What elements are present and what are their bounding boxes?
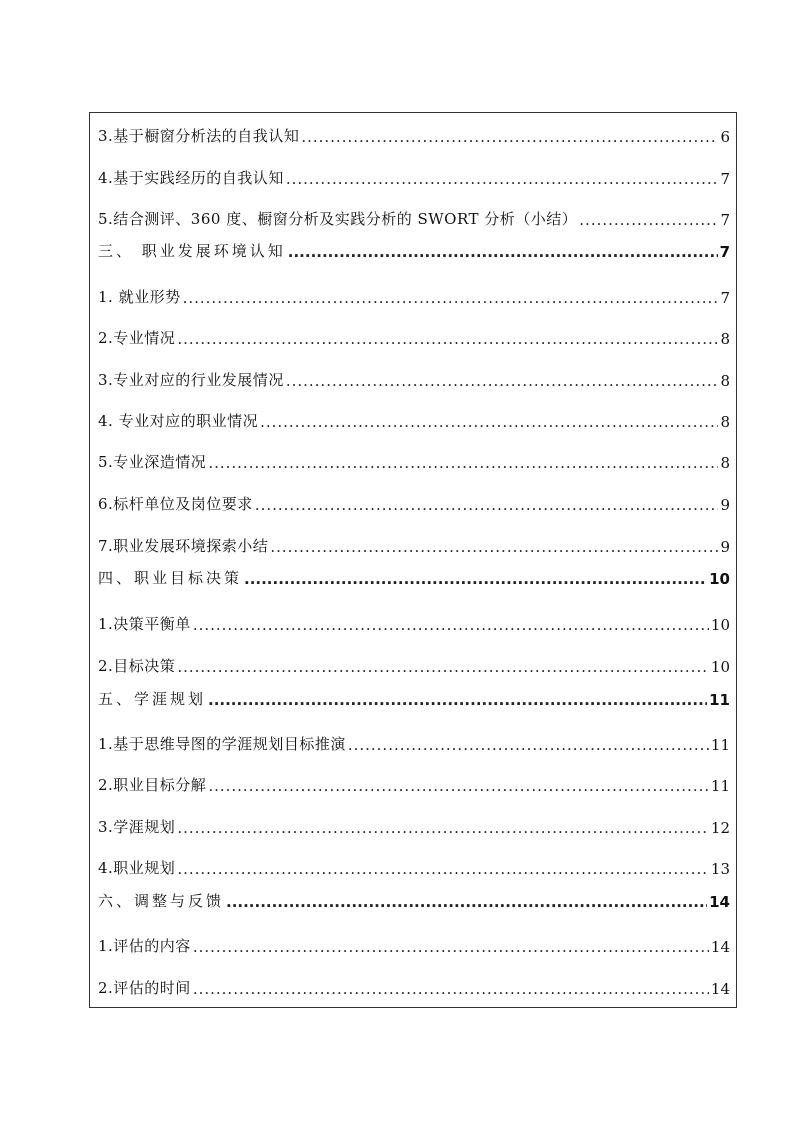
toc-leader-dots (177, 658, 709, 676)
toc-leader-dots (226, 893, 707, 911)
toc-leader-dots (193, 616, 709, 634)
toc-leader-dots (193, 980, 709, 998)
toc-leader-dots (286, 372, 719, 390)
toc-entry-label: 4.基于实践经历的自我认知 (98, 169, 284, 187)
toc-entry-label: 5.结合测评、360 度、橱窗分析及实践分析的 SWORT 分析（小结） (98, 210, 578, 228)
toc-section-label: 五、学涯规划 (98, 690, 207, 708)
toc-page-number: 10 (710, 616, 730, 634)
toc-page-number: 11 (710, 777, 730, 795)
toc-section-label: 六、调整与反馈 (98, 892, 225, 910)
toc-leader-dots (208, 454, 718, 472)
toc-page-number: 9 (720, 496, 730, 514)
toc-leader-dots (348, 736, 709, 754)
toc-page-number: 10 (709, 570, 730, 588)
toc-entry-further-study[interactable] (98, 450, 730, 472)
toc-leader-dots (177, 330, 718, 348)
toc-page-number: 10 (710, 658, 730, 676)
toc-page-number: 8 (720, 372, 730, 390)
toc-page-number: 8 (720, 330, 730, 348)
toc-section-label: 三、 职业发展环境认知 (98, 242, 286, 260)
toc-entry-environment-summary[interactable] (98, 534, 730, 556)
toc-entry-evaluation-time[interactable] (98, 976, 730, 998)
toc-entry-occupation-situation[interactable] (98, 409, 730, 431)
toc-page-number: 7 (719, 243, 730, 261)
toc-page-number: 11 (710, 736, 730, 754)
toc-section-career-goal-decision[interactable] (98, 566, 730, 588)
toc-entry-label: 3.学涯规划 (98, 818, 176, 836)
toc-entry-window-analysis[interactable] (98, 124, 730, 146)
toc-entry-study-plan[interactable] (98, 815, 730, 837)
toc-page-number: 7 (720, 170, 730, 188)
toc-page-number: 14 (710, 938, 730, 956)
toc-entry-career-plan[interactable] (98, 856, 730, 878)
toc-leader-dots (301, 128, 718, 146)
toc-page-number: 14 (709, 893, 730, 911)
toc-leader-dots (255, 496, 719, 514)
toc-entry-label: 2.专业情况 (98, 329, 176, 347)
toc-leader-dots (177, 860, 709, 878)
toc-leader-dots (270, 538, 718, 556)
toc-leader-dots (244, 570, 707, 588)
toc-entry-label: 6.标杆单位及岗位要求 (98, 495, 253, 513)
toc-leader-dots (288, 243, 718, 261)
toc-entry-label: 5.专业深造情况 (98, 453, 207, 471)
toc-entry-label: 2.目标决策 (98, 657, 176, 675)
toc-section-career-environment[interactable] (98, 239, 730, 261)
toc-entry-evaluation-content[interactable] (98, 934, 730, 956)
toc-page-number: 14 (710, 980, 730, 998)
toc-page-number: 13 (710, 860, 730, 878)
toc-page-number: 11 (709, 691, 730, 709)
toc-leader-dots (579, 211, 718, 229)
toc-leader-dots (208, 691, 707, 709)
toc-entry-label: 1. 就业形势 (98, 288, 181, 306)
toc-section-study-planning[interactable] (98, 687, 730, 709)
toc-entry-employment-situation[interactable] (98, 285, 730, 307)
toc-entry-label: 1.评估的内容 (98, 937, 191, 955)
toc-entry-label: 4. 专业对应的职业情况 (98, 412, 259, 430)
toc-page-number: 7 (720, 211, 730, 229)
toc-entry-decision-balance-sheet[interactable] (98, 612, 730, 634)
toc-entry-goal-breakdown[interactable] (98, 773, 730, 795)
toc-page-number: 9 (720, 538, 730, 556)
toc-page-number: 12 (710, 819, 730, 837)
toc-section-adjustment-feedback[interactable] (98, 889, 730, 911)
toc-leader-dots (208, 777, 709, 795)
toc-section-label: 四、职业目标决策 (98, 569, 243, 587)
toc-entry-goal-decision[interactable] (98, 654, 730, 676)
toc-leader-dots (193, 938, 709, 956)
toc-entry-label: 3.专业对应的行业发展情况 (98, 371, 284, 389)
toc-entry-label: 2.评估的时间 (98, 979, 191, 997)
toc-page-number: 8 (720, 413, 730, 431)
toc-page-number: 6 (720, 128, 730, 146)
toc-leader-dots (286, 170, 719, 188)
toc-page-number: 8 (720, 454, 730, 472)
toc-entry-major-situation[interactable] (98, 326, 730, 348)
toc-entry-label: 2.职业目标分解 (98, 776, 207, 794)
toc-entry-label: 1.基于思维导图的学涯规划目标推演 (98, 735, 346, 753)
toc-entry-label: 1.决策平衡单 (98, 615, 191, 633)
toc-leader-dots (183, 289, 719, 307)
toc-entry-benchmark-employers[interactable] (98, 492, 730, 514)
toc-entry-industry-development[interactable] (98, 368, 730, 390)
toc-leader-dots (260, 413, 718, 431)
toc-entry-mind-map-deduction[interactable] (98, 732, 730, 754)
toc-entry-label: 3.基于橱窗分析法的自我认知 (98, 127, 300, 145)
toc-entry-label: 4.职业规划 (98, 859, 176, 877)
toc-entry-practice-experience[interactable] (98, 166, 730, 188)
toc-entry-label: 7.职业发展环境探索小结 (98, 537, 269, 555)
toc-entry-swort-summary[interactable] (98, 207, 730, 229)
toc-page-number: 7 (720, 289, 730, 307)
toc-leader-dots (177, 819, 709, 837)
